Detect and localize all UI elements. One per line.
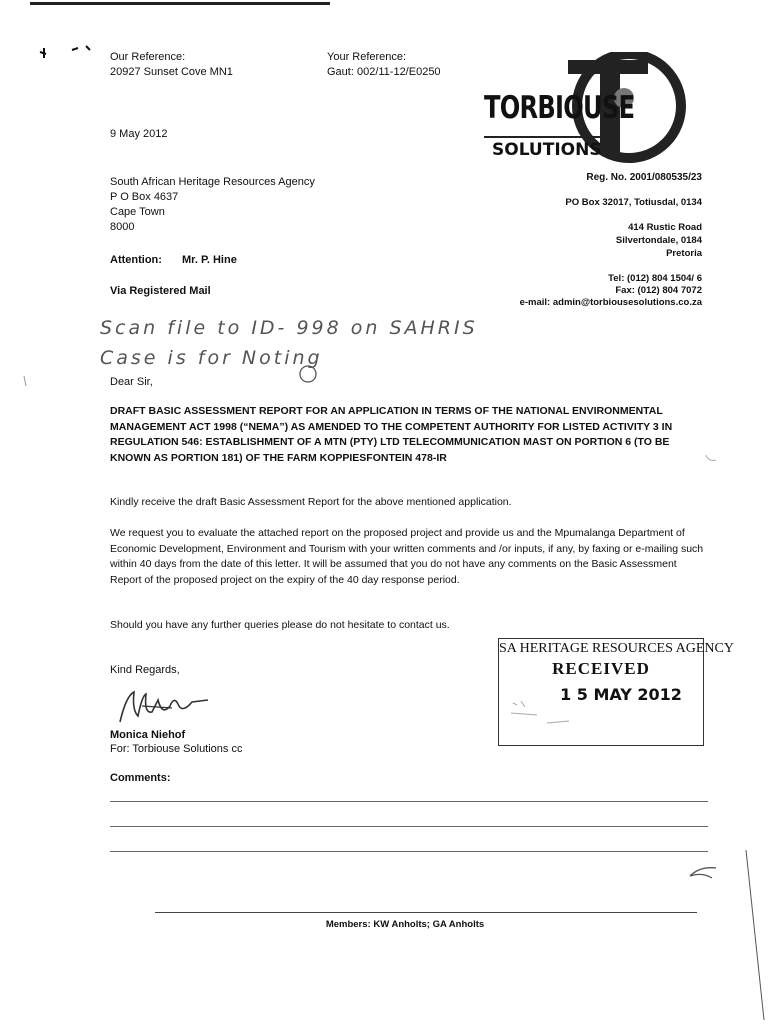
footer-members: Members: KW Anholts; GA Anholts [325, 919, 485, 930]
your-reference-value: Gaut: 002/11-12/E0250 [327, 66, 441, 78]
our-reference-value: 20927 Sunset Cove MN1 [110, 66, 233, 78]
your-reference [327, 50, 441, 80]
letter-date: 9 May 2012 [110, 128, 168, 140]
company-city: Pretoria [666, 248, 702, 259]
body-paragraph-2: We request you to evaluate the attached report on the proposed project and provide us and the Mpumalanga Department of Economic Development, Environment and Tourism with your written comments and /or inputs, if any, by faxing or e-mailing such within 40 days from the date of this letter. It will be assumed that you do not have any comments on the Basic Assessment Report of the proposed project on the expiry of the 40 day response period. [110, 527, 704, 586]
comment-line-1 [110, 801, 708, 802]
comment-line-2 [110, 826, 708, 827]
recipient-line-3: Cape Town [110, 206, 165, 218]
attention-label: Attention: [110, 254, 162, 266]
letter-subject: DRAFT BASIC ASSESSMENT REPORT FOR AN APPLICATION IN TERMS OF THE NATIONAL ENVIRONMENTAL MANAGEMENT ACT 1998 (“NEMA”) AS AMENDED TO THE COMPETENT AUTHORITY FOR LISTED ACTIVITY 3 IN REGULATION 546: ESTABLISHMENT OF A MTN (PTY) LTD TELECOMMUNICATION MAST ON PORTION 6 (TO BE KNOWN AS PORTION 181) OF THE FARM KOPPIESFONTEIN 478-IR [110, 405, 673, 464]
company-po-box: PO Box 32017, Totiusdal, 0134 [565, 197, 702, 208]
footer-divider [155, 912, 697, 913]
recipient-line-1: South African Heritage Resources Agency [110, 176, 315, 188]
our-reference-label: Our Reference: [110, 51, 186, 63]
signer-name: Monica Niehof [110, 729, 186, 741]
your-reference-label: Your Reference: [327, 51, 407, 63]
handwritten-circle-mark [296, 362, 320, 386]
signature-image [112, 686, 222, 730]
our-reference [110, 50, 233, 80]
body-paragraph-3: Should you have any further queries please do not hesitate to contact us. [110, 619, 450, 631]
logo-tagline: SOLUTIONS [492, 140, 602, 160]
recipient-line-4: 8000 [110, 221, 135, 233]
stamp-status: RECEIVED [552, 659, 650, 678]
logo-wordmark: TORBIOUSE [484, 90, 635, 126]
salutation: Dear Sir, [110, 376, 153, 388]
attention-value: Mr. P. Hine [182, 254, 237, 266]
handwritten-note-line-2: Case is for Noting [100, 347, 323, 369]
signer-company: For: Torbiouse Solutions cc [110, 743, 243, 755]
company-fax: Fax: (012) 804 7072 [615, 285, 702, 296]
company-street: 414 Rustic Road [628, 222, 702, 233]
handwritten-note-line-1: Scan file to ID- 998 on SAHRIS [100, 317, 478, 339]
company-email: e-mail: admin@torbiousesolutions.co.za [519, 297, 702, 308]
recipient-line-2: P O Box 4637 [110, 191, 179, 203]
stamp-date: 1 5 MAY 2012 [560, 685, 682, 704]
delivery-method: Via Registered Mail [110, 285, 211, 297]
company-suburb: Silvertondale, 0184 [615, 235, 702, 246]
handwritten-hook-mark [686, 864, 720, 890]
stamp-smudge [507, 699, 577, 729]
body-paragraph-1: Kindly receive the draft Basic Assessment Report for the above mentioned application. [110, 496, 512, 508]
stamp-agency: SA HERITAGE RESOURCES AGENCY [499, 641, 734, 656]
company-reg-no: Reg. No. 2001/080535/23 [586, 172, 702, 183]
received-stamp [498, 638, 734, 746]
company-logo [484, 52, 704, 164]
closing-regards: Kind Regards, [110, 664, 180, 676]
company-tel: Tel: (012) 804 1504/ 6 [608, 273, 702, 284]
comment-line-3 [110, 851, 708, 852]
comments-label: Comments: [110, 772, 171, 784]
